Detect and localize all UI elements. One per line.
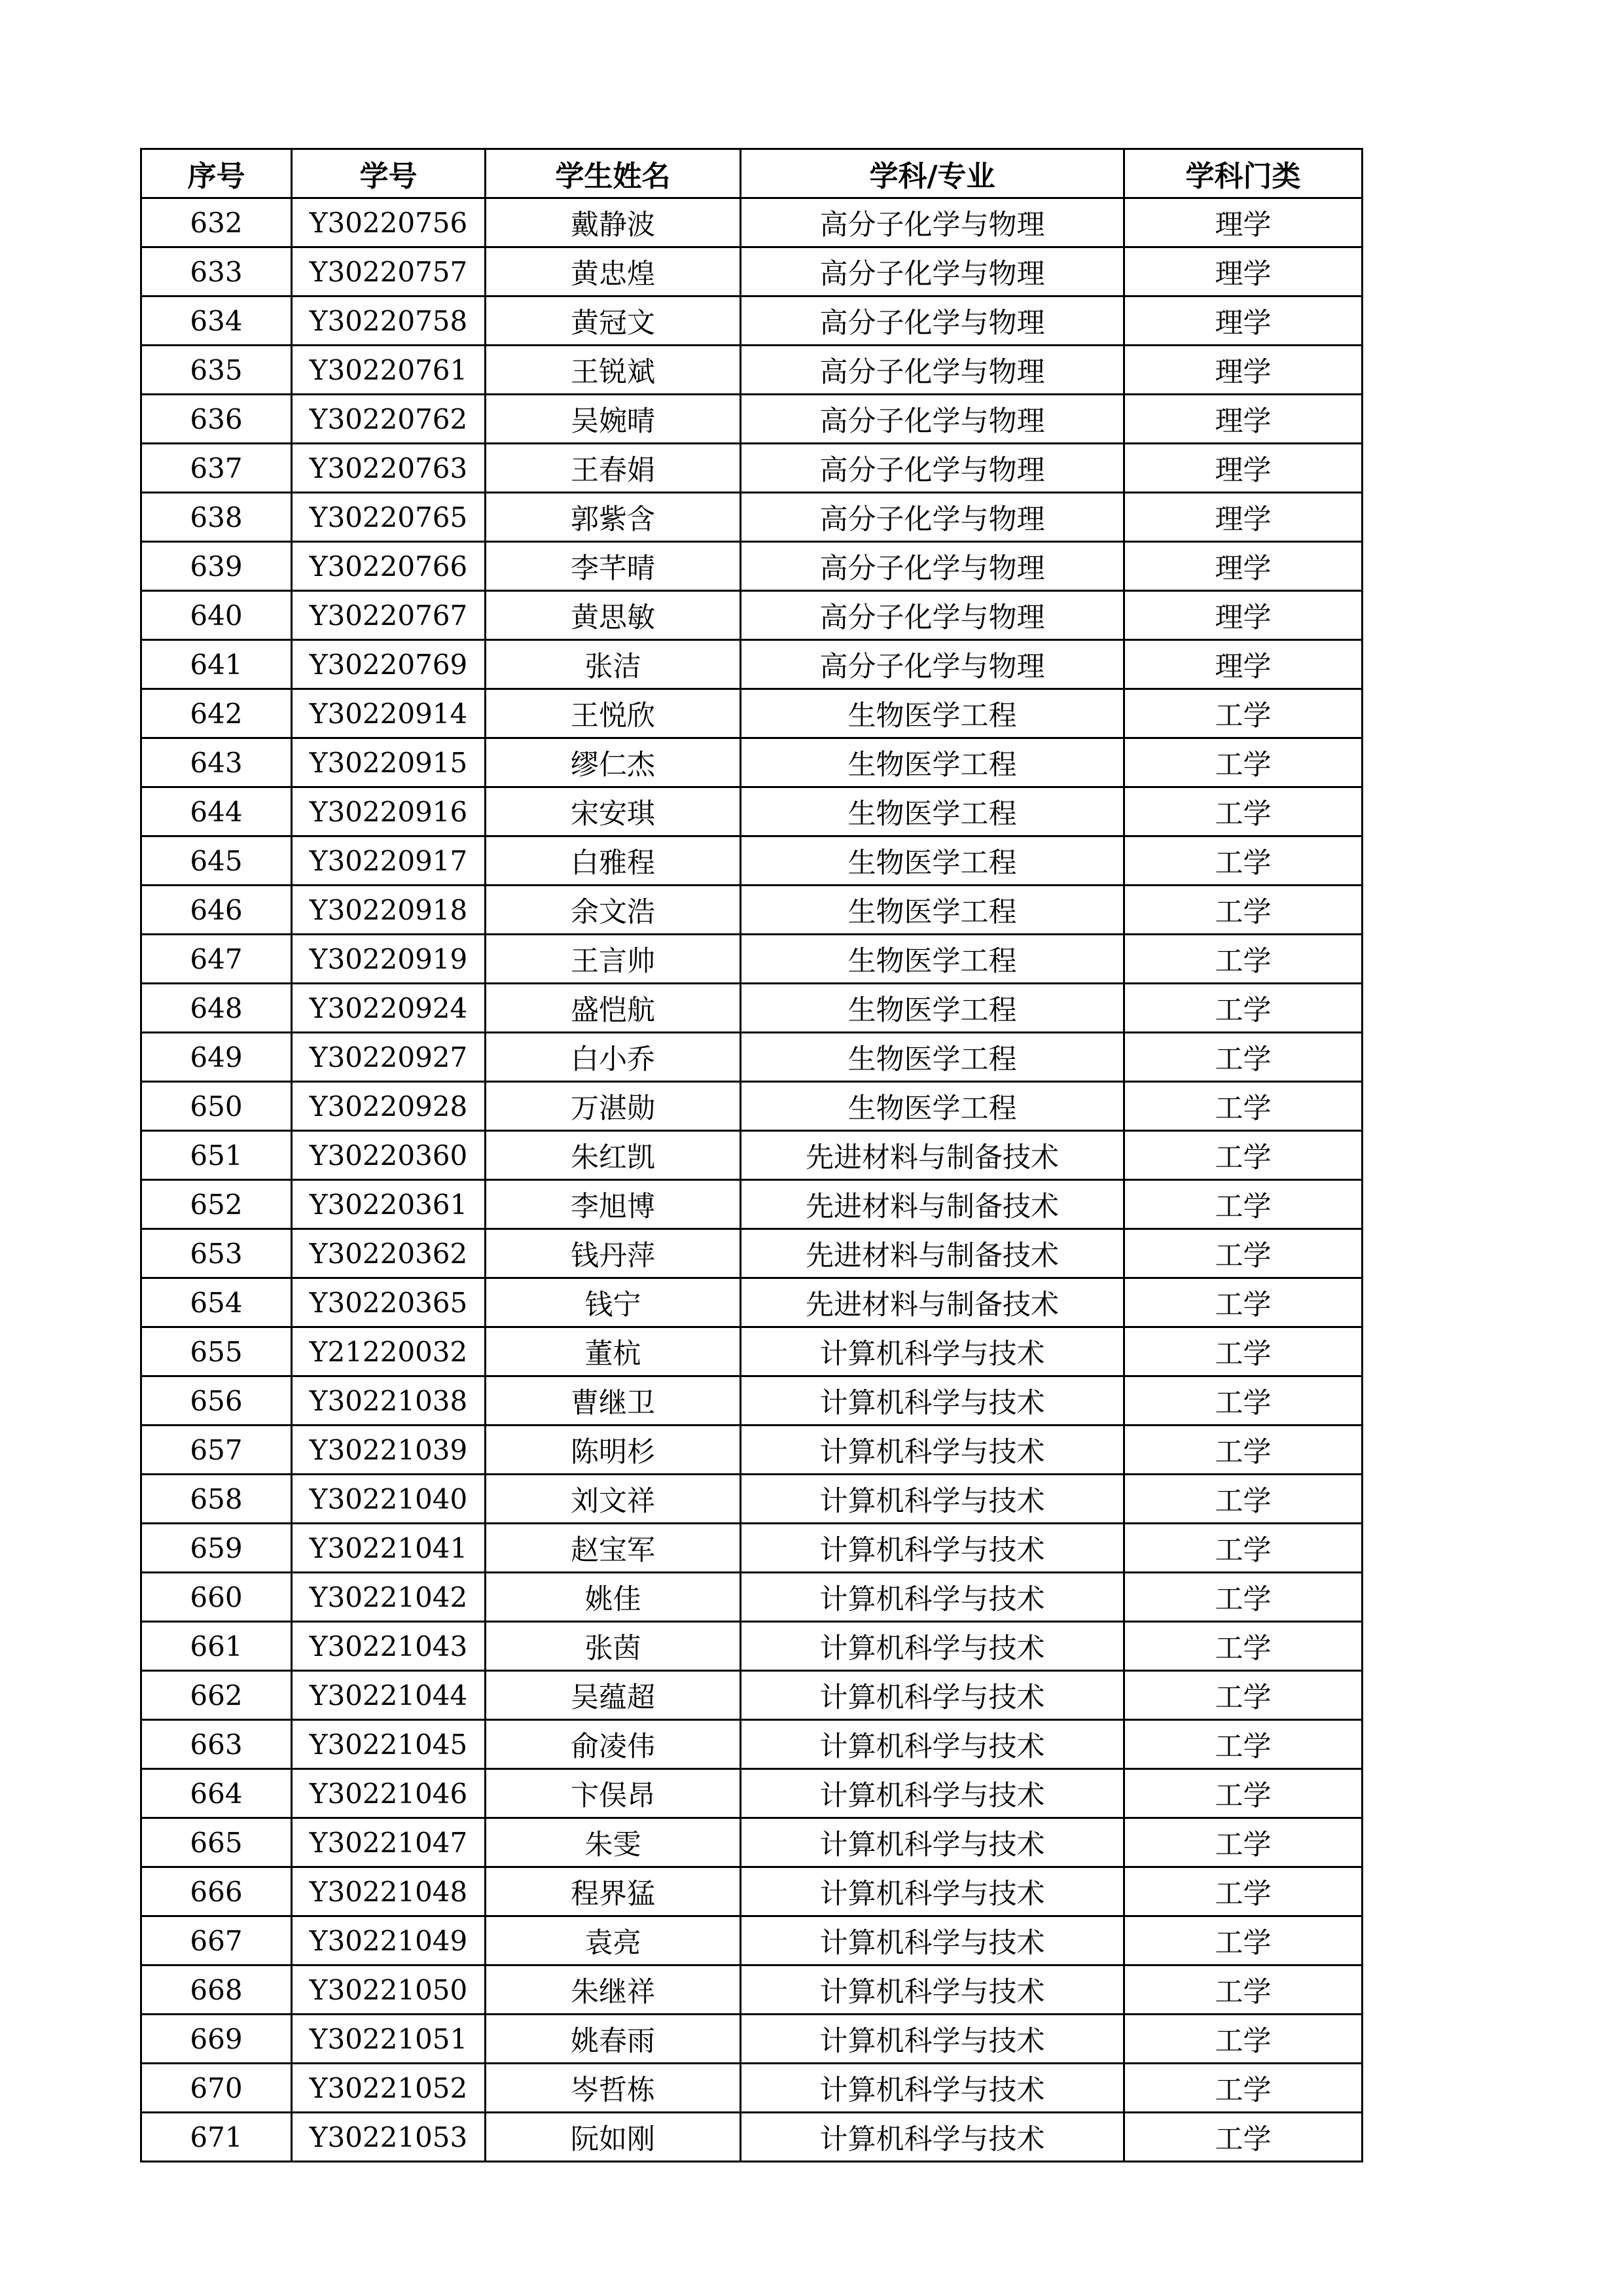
serial-number-cell: 655 [141,1327,292,1376]
serial-number-cell: 668 [141,1965,292,2015]
header-discipline-major: 学科/专业 [741,149,1124,198]
table-row [141,1376,1363,1426]
major-cell: 先进材料与制备技术 [741,1278,1124,1327]
student-name-cell: 卞俣昂 [486,1769,741,1818]
category-cell: 理学 [1124,591,1363,640]
student-name-cell: 王锐斌 [486,346,741,395]
student-name-cell: 钱丹萍 [486,1229,741,1278]
student-id-cell: Y30220762 [292,395,486,444]
serial-number-cell: 635 [141,346,292,395]
student-id-cell: Y30220769 [292,640,486,689]
student-id-cell: Y30221049 [292,1916,486,1965]
student-id-cell: Y30221038 [292,1376,486,1426]
category-cell: 工学 [1124,1426,1363,1475]
student-id-cell: Y30220766 [292,542,486,591]
header-student-id: 学号 [292,149,486,198]
category-cell: 工学 [1124,1229,1363,1278]
student-id-cell: Y30221042 [292,1573,486,1622]
student-name-cell: 戴静波 [486,198,741,247]
major-cell: 计算机科学与技术 [741,1916,1124,1965]
category-cell: 工学 [1124,1180,1363,1229]
serial-number-cell: 661 [141,1622,292,1671]
category-cell: 工学 [1124,1867,1363,1916]
category-cell: 工学 [1124,738,1363,787]
student-name-cell: 朱红凯 [486,1131,741,1180]
major-cell: 计算机科学与技术 [741,1622,1124,1671]
student-name-cell: 黄思敏 [486,591,741,640]
major-cell: 计算机科学与技术 [741,1376,1124,1426]
category-cell: 工学 [1124,2113,1363,2162]
category-cell: 工学 [1124,787,1363,836]
category-cell: 工学 [1124,1376,1363,1426]
table-row [141,395,1363,444]
student-id-cell: Y30221039 [292,1426,486,1475]
serial-number-cell: 633 [141,247,292,296]
category-cell: 工学 [1124,836,1363,886]
serial-number-cell: 662 [141,1671,292,1720]
table-row [141,444,1363,493]
serial-number-cell: 670 [141,2064,292,2113]
student-id-cell: Y30220916 [292,787,486,836]
category-cell: 工学 [1124,2064,1363,2113]
table-row [141,2064,1363,2113]
student-id-cell: Y30221050 [292,1965,486,2015]
serial-number-cell: 648 [141,984,292,1033]
student-name-cell: 张洁 [486,640,741,689]
header-serial-number: 序号 [141,149,292,198]
serial-number-cell: 645 [141,836,292,886]
major-cell: 生物医学工程 [741,689,1124,738]
serial-number-cell: 650 [141,1082,292,1131]
student-name-cell: 朱雯 [486,1818,741,1867]
serial-number-cell: 642 [141,689,292,738]
table-row [141,1867,1363,1916]
table-row [141,1278,1363,1327]
student-name-cell: 曹继卫 [486,1376,741,1426]
student-name-cell: 刘文祥 [486,1475,741,1524]
student-id-cell: Y30220361 [292,1180,486,1229]
serial-number-cell: 666 [141,1867,292,1916]
student-id-cell: Y30221045 [292,1720,486,1769]
serial-number-cell: 643 [141,738,292,787]
major-cell: 计算机科学与技术 [741,1965,1124,2015]
table-row [141,2113,1363,2162]
serial-number-cell: 656 [141,1376,292,1426]
serial-number-cell: 646 [141,886,292,935]
major-cell: 先进材料与制备技术 [741,1131,1124,1180]
student-id-cell: Y30221053 [292,2113,486,2162]
student-name-cell: 李芊晴 [486,542,741,591]
major-cell: 计算机科学与技术 [741,1327,1124,1376]
student-name-cell: 郭紫含 [486,493,741,542]
student-id-cell: Y30220756 [292,198,486,247]
category-cell: 工学 [1124,1327,1363,1376]
serial-number-cell: 654 [141,1278,292,1327]
category-cell: 工学 [1124,1671,1363,1720]
table-row [141,886,1363,935]
serial-number-cell: 669 [141,2015,292,2064]
student-name-cell: 阮如刚 [486,2113,741,2162]
student-name-cell: 吴蕴超 [486,1671,741,1720]
student-id-cell: Y30221043 [292,1622,486,1671]
major-cell: 生物医学工程 [741,738,1124,787]
student-id-cell: Y30220362 [292,1229,486,1278]
major-cell: 计算机科学与技术 [741,1769,1124,1818]
major-cell: 计算机科学与技术 [741,1573,1124,1622]
student-id-cell: Y30221047 [292,1818,486,1867]
table-row [141,1622,1363,1671]
student-id-cell: Y30220765 [292,493,486,542]
category-cell: 工学 [1124,1131,1363,1180]
major-cell: 高分子化学与物理 [741,296,1124,346]
serial-number-cell: 647 [141,935,292,984]
serial-number-cell: 634 [141,296,292,346]
student-id-cell: Y30220360 [292,1131,486,1180]
major-cell: 计算机科学与技术 [741,1720,1124,1769]
category-cell: 工学 [1124,1769,1363,1818]
table-row [141,836,1363,886]
category-cell: 工学 [1124,1965,1363,2015]
major-cell: 高分子化学与物理 [741,247,1124,296]
table-row [141,689,1363,738]
student-id-cell: Y30220924 [292,984,486,1033]
category-cell: 理学 [1124,444,1363,493]
serial-number-cell: 667 [141,1916,292,1965]
major-cell: 生物医学工程 [741,935,1124,984]
serial-number-cell: 671 [141,2113,292,2162]
category-cell: 工学 [1124,1475,1363,1524]
student-name-cell: 王春娟 [486,444,741,493]
table-row [141,198,1363,247]
student-id-cell: Y30220919 [292,935,486,984]
student-id-cell: Y30220927 [292,1033,486,1082]
category-cell: 工学 [1124,984,1363,1033]
serial-number-cell: 651 [141,1131,292,1180]
student-id-cell: Y30220761 [292,346,486,395]
major-cell: 高分子化学与物理 [741,542,1124,591]
student-name-cell: 白小乔 [486,1033,741,1082]
category-cell: 理学 [1124,198,1363,247]
student-id-cell: Y30221052 [292,2064,486,2113]
category-cell: 工学 [1124,1573,1363,1622]
serial-number-cell: 641 [141,640,292,689]
student-name-cell: 俞凌伟 [486,1720,741,1769]
student-name-cell: 陈明杉 [486,1426,741,1475]
student-name-cell: 王言帅 [486,935,741,984]
student-id-cell: Y30221044 [292,1671,486,1720]
major-cell: 生物医学工程 [741,886,1124,935]
student-name-cell: 姚佳 [486,1573,741,1622]
table-row [141,591,1363,640]
student-name-cell: 万湛勋 [486,1082,741,1131]
table-row [141,1769,1363,1818]
serial-number-cell: 637 [141,444,292,493]
table-row [141,935,1363,984]
student-name-cell: 缪仁杰 [486,738,741,787]
category-cell: 理学 [1124,296,1363,346]
table-row [141,1720,1363,1769]
major-cell: 计算机科学与技术 [741,1524,1124,1573]
major-cell: 先进材料与制备技术 [741,1180,1124,1229]
table-row [141,1965,1363,2015]
student-id-cell: Y30220917 [292,836,486,886]
student-id-cell: Y30220918 [292,886,486,935]
major-cell: 计算机科学与技术 [741,1867,1124,1916]
table-header-row [141,149,1363,198]
table-row [141,1229,1363,1278]
student-roster-table [140,148,1363,2162]
table-row [141,1573,1363,1622]
table-row [141,296,1363,346]
student-id-cell: Y30221040 [292,1475,486,1524]
serial-number-cell: 640 [141,591,292,640]
category-cell: 工学 [1124,1524,1363,1573]
major-cell: 高分子化学与物理 [741,493,1124,542]
table-row [141,1131,1363,1180]
table-row [141,2015,1363,2064]
major-cell: 高分子化学与物理 [741,198,1124,247]
major-cell: 计算机科学与技术 [741,2015,1124,2064]
major-cell: 计算机科学与技术 [741,2113,1124,2162]
major-cell: 生物医学工程 [741,787,1124,836]
student-name-cell: 黄冠文 [486,296,741,346]
student-name-cell: 岑哲栋 [486,2064,741,2113]
student-name-cell: 赵宝军 [486,1524,741,1573]
serial-number-cell: 658 [141,1475,292,1524]
table-body [141,198,1363,2162]
student-id-cell: Y30221051 [292,2015,486,2064]
student-id-cell: Y30220915 [292,738,486,787]
student-name-cell: 吴婉晴 [486,395,741,444]
student-name-cell: 钱宁 [486,1278,741,1327]
category-cell: 工学 [1124,1720,1363,1769]
category-cell: 工学 [1124,1033,1363,1082]
serial-number-cell: 636 [141,395,292,444]
major-cell: 生物医学工程 [741,984,1124,1033]
student-name-cell: 程界猛 [486,1867,741,1916]
major-cell: 先进材料与制备技术 [741,1229,1124,1278]
table-row [141,1524,1363,1573]
student-id-cell: Y30220767 [292,591,486,640]
student-id-cell: Y30221041 [292,1524,486,1573]
table-row [141,1082,1363,1131]
header-discipline-category: 学科门类 [1124,149,1363,198]
student-id-cell: Y30220914 [292,689,486,738]
category-cell: 理学 [1124,346,1363,395]
student-name-cell: 黄忠煌 [486,247,741,296]
major-cell: 计算机科学与技术 [741,1475,1124,1524]
table-row [141,542,1363,591]
serial-number-cell: 664 [141,1769,292,1818]
table-row [141,1327,1363,1376]
major-cell: 生物医学工程 [741,836,1124,886]
student-id-cell: Y30220757 [292,247,486,296]
major-cell: 高分子化学与物理 [741,346,1124,395]
student-name-cell: 李旭博 [486,1180,741,1229]
student-name-cell: 袁亮 [486,1916,741,1965]
serial-number-cell: 663 [141,1720,292,1769]
category-cell: 理学 [1124,493,1363,542]
major-cell: 高分子化学与物理 [741,591,1124,640]
table-row [141,1475,1363,1524]
table-row [141,1916,1363,1965]
serial-number-cell: 652 [141,1180,292,1229]
major-cell: 生物医学工程 [741,1033,1124,1082]
serial-number-cell: 665 [141,1818,292,1867]
serial-number-cell: 639 [141,542,292,591]
student-name-cell: 朱继祥 [486,1965,741,2015]
table-row [141,1818,1363,1867]
student-id-cell: Y30221048 [292,1867,486,1916]
serial-number-cell: 657 [141,1426,292,1475]
student-id-cell: Y30220365 [292,1278,486,1327]
student-name-cell: 董杭 [486,1327,741,1376]
major-cell: 高分子化学与物理 [741,395,1124,444]
major-cell: 计算机科学与技术 [741,1671,1124,1720]
major-cell: 计算机科学与技术 [741,1426,1124,1475]
category-cell: 理学 [1124,640,1363,689]
category-cell: 理学 [1124,542,1363,591]
serial-number-cell: 659 [141,1524,292,1573]
table-row [141,640,1363,689]
student-name-cell: 姚春雨 [486,2015,741,2064]
category-cell: 工学 [1124,689,1363,738]
category-cell: 理学 [1124,247,1363,296]
student-name-cell: 盛恺航 [486,984,741,1033]
category-cell: 工学 [1124,886,1363,935]
category-cell: 工学 [1124,1622,1363,1671]
major-cell: 高分子化学与物理 [741,640,1124,689]
serial-number-cell: 660 [141,1573,292,1622]
category-cell: 工学 [1124,2015,1363,2064]
table-row [141,1180,1363,1229]
student-id-cell: Y21220032 [292,1327,486,1376]
serial-number-cell: 653 [141,1229,292,1278]
category-cell: 工学 [1124,1082,1363,1131]
category-cell: 工学 [1124,1278,1363,1327]
serial-number-cell: 638 [141,493,292,542]
table-row [141,1426,1363,1475]
student-id-cell: Y30221046 [292,1769,486,1818]
table-row [141,1033,1363,1082]
table-row [141,493,1363,542]
student-id-cell: Y30220928 [292,1082,486,1131]
serial-number-cell: 649 [141,1033,292,1082]
category-cell: 工学 [1124,935,1363,984]
table-row [141,1671,1363,1720]
serial-number-cell: 644 [141,787,292,836]
category-cell: 理学 [1124,395,1363,444]
table-row [141,787,1363,836]
table-row [141,247,1363,296]
student-name-cell: 白雅程 [486,836,741,886]
table-row [141,984,1363,1033]
category-cell: 工学 [1124,1818,1363,1867]
major-cell: 高分子化学与物理 [741,444,1124,493]
student-name-cell: 宋安琪 [486,787,741,836]
serial-number-cell: 632 [141,198,292,247]
student-id-cell: Y30220763 [292,444,486,493]
major-cell: 生物医学工程 [741,1082,1124,1131]
student-name-cell: 张茵 [486,1622,741,1671]
category-cell: 工学 [1124,1916,1363,1965]
major-cell: 计算机科学与技术 [741,1818,1124,1867]
student-name-cell: 余文浩 [486,886,741,935]
student-name-cell: 王悦欣 [486,689,741,738]
table-row [141,738,1363,787]
header-student-name: 学生姓名 [486,149,741,198]
major-cell: 计算机科学与技术 [741,2064,1124,2113]
student-id-cell: Y30220758 [292,296,486,346]
table-row [141,346,1363,395]
